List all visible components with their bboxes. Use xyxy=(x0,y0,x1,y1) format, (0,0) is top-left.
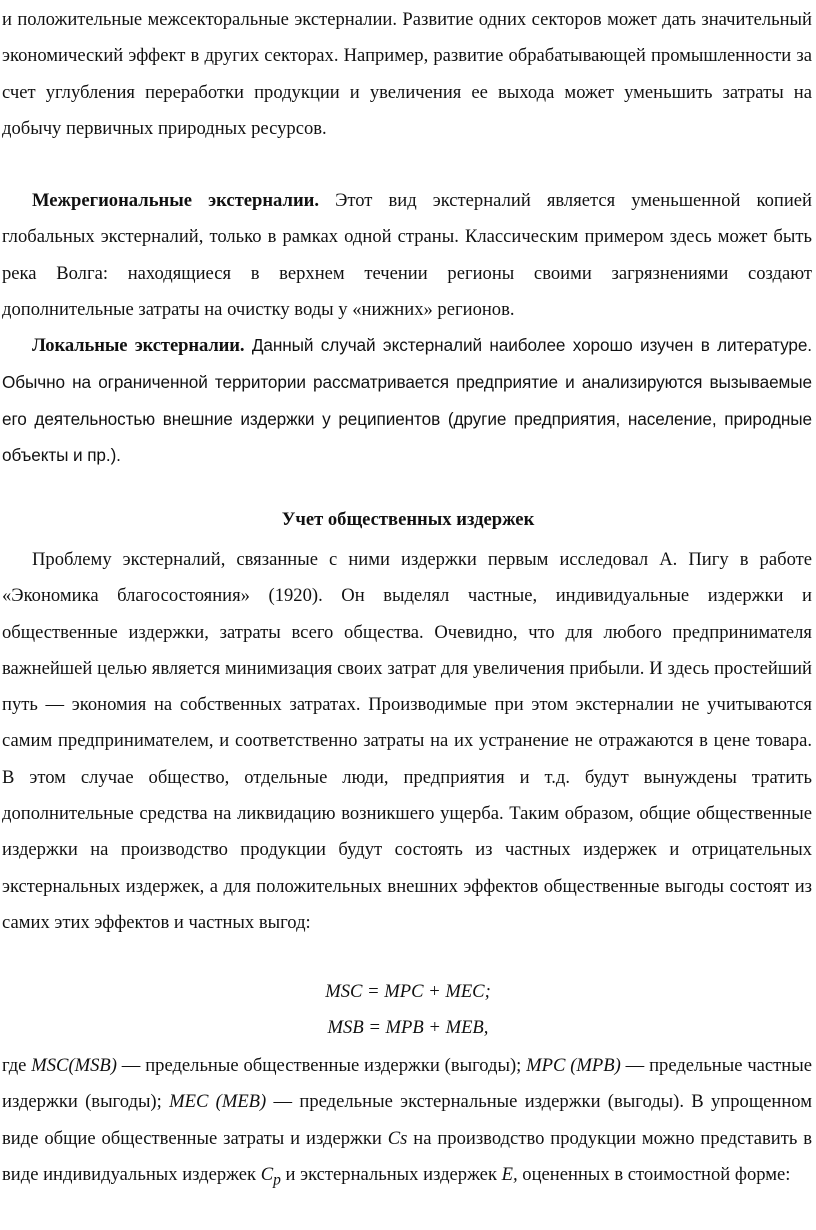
term-interregional: Межрегиональные экстерналии. xyxy=(32,190,320,211)
symbol-subscript-p: p xyxy=(273,1171,281,1189)
text-segment: оцененных в стоимостной форме: xyxy=(517,1163,791,1185)
text-segment: — предельные общественные издержки (выгоды); xyxy=(116,1055,527,1076)
symbol-e: E, xyxy=(501,1163,518,1185)
paragraph-text: Данный случай экстерналий наиболее хорошо изучен в литературе. Обычно на ограниченной территории рассматривается предприятие и анализируются вызываемые его деятельностью внешние издержки у реципиентов (другие предприятия, население, природные объекты и пр.). xyxy=(2,335,812,465)
paragraph-local-externalities xyxy=(2,327,812,473)
formula-msc: MSC = MPC + MEC; xyxy=(325,981,491,1002)
paragraph-interregional-externalities xyxy=(2,183,812,328)
text-segment: — предельные экстернальные издержки (выгоды). В упрощенном виде общие общественные затраты и издержки xyxy=(2,1091,813,1149)
text-segment: на производство продукции можно представить в виде индивидуальных издержек xyxy=(2,1127,812,1185)
paragraph-sectoral-externalities xyxy=(2,2,812,147)
symbol-mpc-mpb: MPC (MPB) xyxy=(526,1055,621,1076)
text-segment: и экстернальных издержек xyxy=(280,1163,502,1185)
section-heading: Учет общественных издержек xyxy=(281,509,535,530)
term-local: Локальные экстерналии. xyxy=(32,335,245,356)
paragraph-text: Этот вид экстерналий является уменьшенной копией глобальных экстерналий, только в рамках одной страны. Классическим примером здесь может быть река Волга: находящиеся в верхнем течении регионы своими загрязнениями создают дополнительные затраты на очистку воды у «нижних» регионов. xyxy=(2,190,813,320)
symbol-msc-msb: MSC(MSB) xyxy=(31,1055,117,1076)
symbol-c: C xyxy=(260,1163,274,1185)
text-segment: — предельные частные издержки (выгоды); xyxy=(2,1055,813,1113)
paragraph-definitions xyxy=(2,1048,812,1199)
paragraph-text: и положительные межсекторальные экстерналии. Развитие одних секторов может дать значительный экономический эффект в других секторах. Например, развитие обрабатывающей промышленности за счет углубления переработки продукции и увеличения ее выхода может уменьшить затраты на добычу первичных природных ресурсов. xyxy=(2,9,812,139)
formula-msb: MSB = MPB + MEB, xyxy=(327,1017,489,1038)
paragraph-text: Проблему экстерналий, связанные с ними издержки первым исследовал А. Пигу в работе «Экономика благосостояния» (1920). Он выделял частные, индивидуальные издержки и общественные издержки, затраты всего общества. Очевидно, что для любого предпринимателя важнейшей целью является минимизация своих затрат для увеличения прибыли. И здесь простейший путь — экономия на собственных затратах. Производимые при этом экстерналии не учитываются самим предпринимателем, и соответственно затраты на их устранение не отражаются в цене товара. В этом случае общество, отдельные люди, предприятия и т.д. будут вынуждены тратить дополнительные средства на ликвидацию возникшего ущерба. Таким образом, общие общественные издержки на производство продукции будут состоять из частных издержек и отрицательных экстернальных издержек, а для положительных внешних эффектов общественные выгоды состоят из самих этих эффектов и частных выгод: xyxy=(2,549,812,933)
paragraph-social-costs xyxy=(2,542,812,941)
symbol-cs: Cs xyxy=(387,1127,408,1149)
symbol-mec-meb: MEC (MEB) xyxy=(169,1091,267,1113)
text-segment: где xyxy=(2,1055,32,1076)
